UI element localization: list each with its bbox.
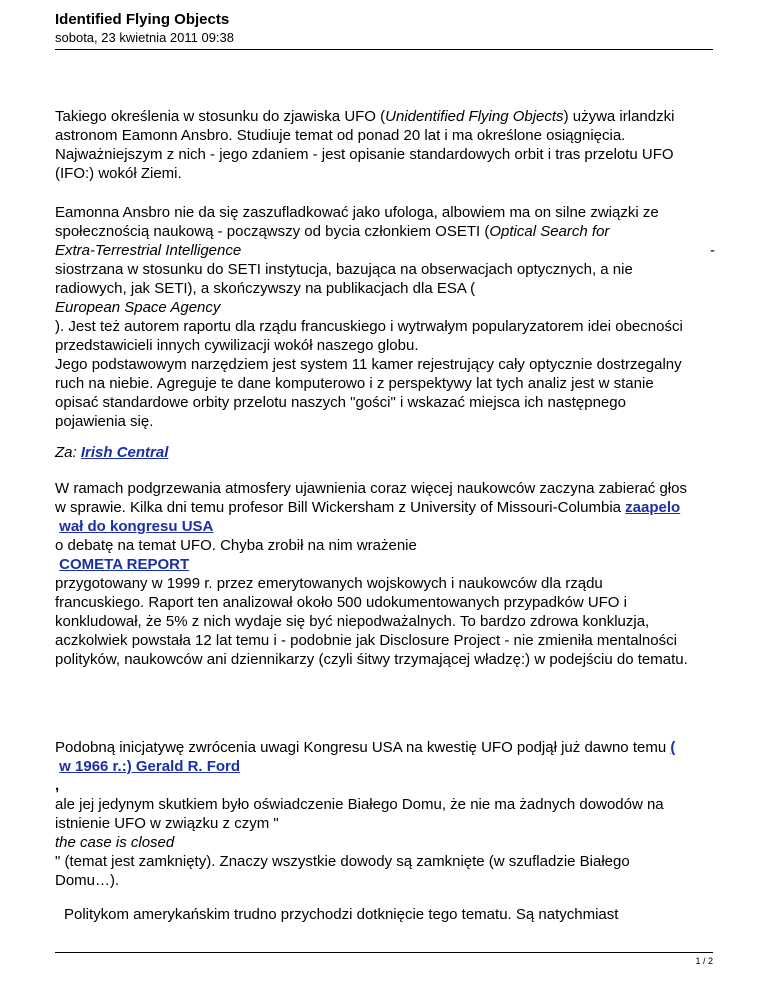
paragraph-2 bbox=[55, 203, 715, 355]
text-line: Najważniejszym z nich - jego zdaniem - jest opisanie standardowych orbit i tras przelotu UFO bbox=[55, 146, 674, 163]
text-line bbox=[55, 241, 715, 260]
text-line: Takiego określenia w stosunku do zjawiska UFO (Unidentified Flying Objects) używa irlandzki bbox=[55, 108, 675, 125]
document-title: Identified Flying Objects bbox=[55, 11, 230, 28]
italic-term: Extra-Terrestrial Intelligence bbox=[55, 242, 242, 259]
footer-divider bbox=[55, 952, 713, 953]
text-line: przygotowany w 1999 r. przez emerytowanych wojskowych i naukowców dla rządu bbox=[55, 575, 603, 592]
paragraph-5 bbox=[55, 738, 715, 890]
text-line: istnienie UFO w związku z czym " bbox=[55, 815, 279, 832]
page-number: 1 / 2 bbox=[695, 956, 713, 966]
text-line: radiowych, jak SETI), a skończywszy na publikacjach dla ESA ( bbox=[55, 280, 476, 297]
text-line: ruch na niebie. Agreguje te dane komputerowo i z perspektywy lat tych analiz jest w stanie bbox=[55, 375, 654, 392]
ford-link-part1[interactable]: ( bbox=[670, 739, 676, 756]
text-line: Podobną inicjatywę zwrócenia uwagi Kongresu USA na kwestię UFO podjął już dawno temu ( bbox=[55, 739, 676, 756]
irish-central-link[interactable]: Irish Central bbox=[80, 444, 169, 461]
appeal-link-part1[interactable]: zaapelo bbox=[625, 499, 681, 516]
text-line: (IFO:) wokół Ziemi. bbox=[55, 165, 182, 182]
appeal-link-part2[interactable]: wał do kongresu USA bbox=[59, 518, 214, 535]
text-line: astronom Eamonn Ansbro. Studiuje temat od ponad 20 lat i ma określone osiągnięcia. bbox=[55, 127, 626, 144]
text-line: Jego podstawowym narzędziem jest system 11 kamer rejestrujący cały optycznie dostrzegalny bbox=[55, 356, 682, 373]
text-line bbox=[55, 517, 715, 536]
text-line: polityków, naukowców ani dziennikarzy (czyli śitwy trzymającej władzę:) w podejściu do tematu. bbox=[55, 651, 688, 668]
text-line: konkludował, że 5% z nich wydaje się być niepodważalnych. To bardzo zdrowa konkluzja, bbox=[55, 613, 650, 630]
italic-term: Optical Search for bbox=[489, 223, 610, 240]
text-line bbox=[55, 555, 715, 574]
cometa-report-link[interactable]: COMETA REPORT bbox=[59, 556, 190, 573]
text-line: opisać standardowe orbity przelotu naszych "gości" i wskazać miejsca ich następnego bbox=[55, 394, 626, 411]
text-line: Domu…). bbox=[55, 872, 120, 889]
text-line bbox=[55, 833, 715, 852]
text-line: o debatę na temat UFO. Chyba zrobił na nim wrażenie bbox=[55, 537, 417, 554]
header-divider bbox=[55, 49, 713, 50]
italic-term: European Space Agency bbox=[55, 299, 221, 316]
paragraph-3 bbox=[55, 355, 715, 431]
paragraph-6 bbox=[64, 905, 724, 924]
text-line: ale jej jedynym skutkiem było oświadczenie Białego Domu, że nie ma żadnych dowodów na bbox=[55, 796, 664, 813]
document-date: sobota, 23 kwietnia 2011 09:38 bbox=[55, 30, 235, 45]
text-line: siostrzana w stosunku do SETI instytucja, bazująca na obserwacjach optycznych, a nie bbox=[55, 261, 633, 278]
paragraph-4 bbox=[55, 479, 715, 669]
text-line: Politykom amerykańskim trudno przychodzi dotknięcie tego tematu. Są natychmiast bbox=[64, 906, 619, 923]
text-line: przedstawicieli innych cywilizacji wokół naszego globu. bbox=[55, 337, 419, 354]
paragraph-1 bbox=[55, 107, 715, 183]
text-line: ). Jest też autorem raportu dla rządu francuskiego i wytrwałym popularyzatorem idei obecności bbox=[55, 318, 683, 335]
ford-link-part2[interactable]: w 1966 r.:) Gerald R. Ford bbox=[59, 758, 241, 775]
trailing-dash: - bbox=[710, 242, 715, 259]
text-line bbox=[55, 757, 715, 776]
source-line bbox=[55, 443, 715, 462]
text-line: w sprawie. Kilka dni temu profesor Bill Wickersham z University of Missouri-Columbia zaapelo bbox=[55, 499, 681, 516]
text-line: Eamonna Ansbro nie da się zaszufladkować jako ufologa, albowiem ma on silne związki ze bbox=[55, 204, 659, 221]
text-line: " (temat jest zamknięty). Znaczy wszystkie dowody są zamknięte (w szufladzie Białego bbox=[55, 853, 630, 870]
text-line: , bbox=[55, 777, 60, 794]
text-line: społecznością naukową - począwszy od bycia członkiem OSETI (Optical Search for bbox=[55, 223, 610, 240]
italic-term: Unidentified Flying Objects bbox=[385, 108, 564, 125]
text-line: aczkolwiek powstała 12 lat temu i - podobnie jak Disclosure Project - nie zmieniła mentalności bbox=[55, 632, 677, 649]
text-line: W ramach podgrzewania atmosfery ujawnienia coraz więcej naukowców zaczyna zabierać głos bbox=[55, 480, 687, 497]
source-prefix: Za: bbox=[55, 444, 81, 461]
italic-term: the case is closed bbox=[55, 834, 175, 851]
text-line bbox=[55, 298, 715, 317]
text-line: francuskiego. Raport ten analizował około 500 udokumentowanych przypadków UFO i bbox=[55, 594, 627, 611]
text-line: pojawienia się. bbox=[55, 413, 154, 430]
